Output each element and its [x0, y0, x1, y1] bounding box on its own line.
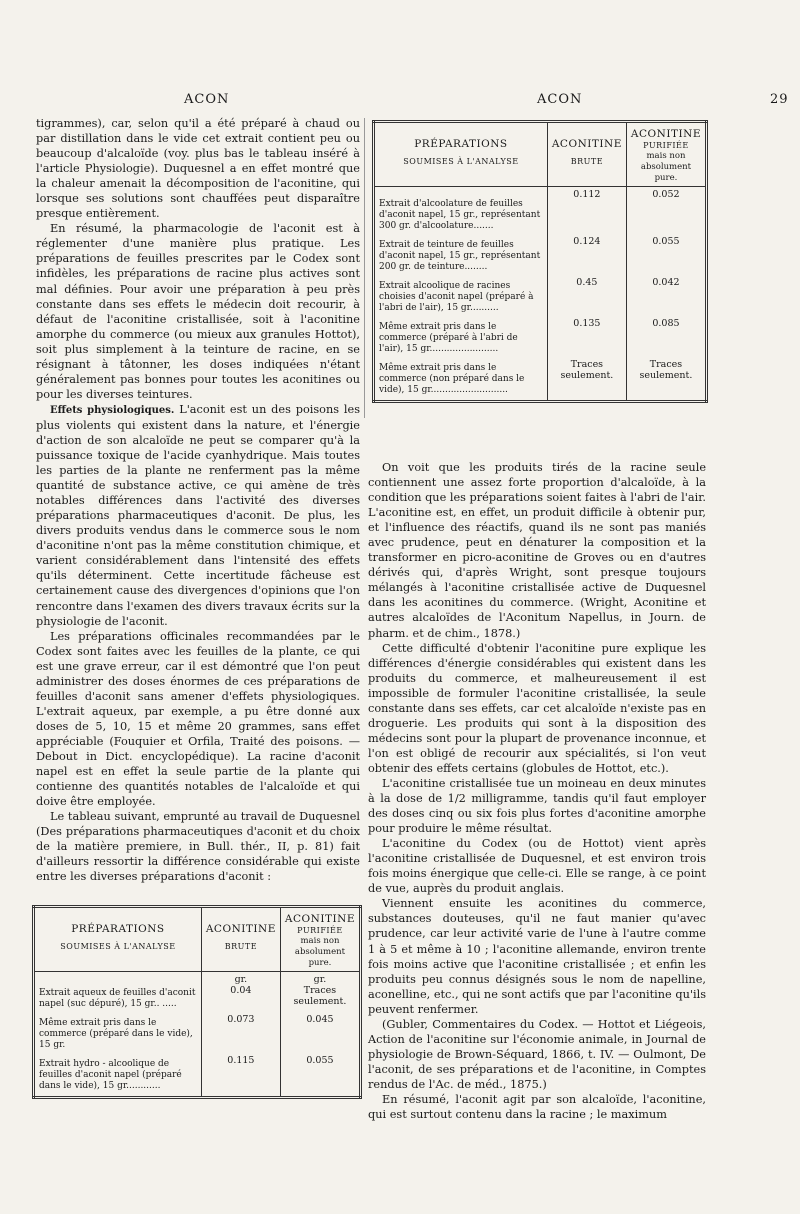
- cell-value: 0.04: [230, 985, 252, 996]
- paragraph: On voit que les produits tirés de la racine seule contiennent une assez forte proportion d'alcaloïde, à la condition que les préparations soient faites à l'abri de l'air. L'aconitine est, en effet, un produit difficile à obtenir pur, et l'influence des réactifs, quand ils ne sont pas maniés avec prudence, peut en dénaturer la composition et la transformer en picro-aconitine de Groves ou en d'autres dérivés qui, d'après Wright, sont presque toujours mélangés à l'aconitine cristallisée active de Duquesnel dans les aconitines du commerce. (Wright, Aconitine et autres alcaloïdes de l'Aconitum Napellus, in Journ. de pharm. et de chim., 1878.): [368, 461, 706, 640]
- cell-brute: 0.45: [547, 275, 626, 316]
- table-header: [626, 122, 706, 187]
- cell-purifiee: 0.085: [626, 316, 706, 357]
- row-label: Même extrait pris dans le commerce (préparé dans le vide), 15 gr.: [39, 1018, 193, 1050]
- row-label: Même extrait pris dans le commerce (préparé à l'abri de l'air), 15 gr........................: [379, 322, 518, 354]
- cell-brute: 0.135: [547, 316, 626, 357]
- table-header: [374, 122, 548, 187]
- row-label: [34, 972, 202, 1013]
- header-main: ACONITINE: [630, 128, 701, 140]
- paragraph: L'aconitine du Codex (ou de Hottot) vient après l'aconitine cristallisée de Duquesnel, et est environ trois fois moins énergique que celle-ci. Elle se range, à ce point de vue, auprès du produit anglais.: [368, 837, 706, 896]
- header-main: ACONITINE: [205, 923, 276, 935]
- row-label: Extrait alcoolique de racines choisies d'aconit napel (préparé à l'abri de l'air), 15 gr..........: [379, 281, 534, 313]
- running-header-left: ACON: [184, 92, 230, 107]
- paragraph-text: L'aconit est un des poisons les plus violents qui existent dans la nature, et l'énergie d'action de son alcaloïde ne peut se comparer qu'à la puissance toxique de l'acide cyanhydrique. Mais toutes les parties de la plante ne renferment pas la même quantité de substance active, ce qui amène de très notables différences dans l'activité des diverses préparations pharmaceutiques d'aconit. De plus, les divers produits vendus dans le commerce sous le nom d'aconitine n'ont pas la même constitution chimique, et varient considérablement dans l'intensité des effets qu'ils déterminent. Cette incertitude fâcheuse est certainement cause des divergences d'opinions que l'on rencontre dans l'examen des divers travaux écrits sur la physiologie de l'aconit.: [36, 402, 360, 628]
- header-note: mais non absolument pure.: [640, 151, 692, 183]
- header-sub: BRUTE: [570, 157, 604, 166]
- unit-label: gr.: [234, 974, 248, 985]
- section-lead: Effets physiologiques.: [50, 404, 175, 416]
- column-divider: [364, 118, 365, 418]
- row-label: Extrait de teinture de feuilles d'aconit napel, 15 gr., représentant 200 gr. de teinture........: [379, 240, 541, 272]
- cell-purifiee: 0.052: [626, 187, 706, 235]
- paragraph: Viennent ensuite les aconitines du commerce, substances douteuses, qu'il ne faut manier qu'avec prudence, car leur activité varie de l'une à l'autre comme 1 à 5 et même à 10 ; l'aconitine allemande, environ trente fois moins active que l'aconitine cristallisée ; et enfin les produits peu connus désignés sous le nom de napelline, aconelline, etc., qui ne sont actifs que par l'aconitine qu'ils peuvent renfermer.: [368, 897, 706, 1016]
- right-column: [368, 460, 706, 1122]
- table-row: [34, 1053, 361, 1098]
- table-row: [34, 972, 361, 1013]
- paragraph: Les préparations officinales recommandées par le Codex sont faites avec les feuilles de la plante, ce qui est une grave erreur, car il est démontré que l'on peut administrer des doses énormes de ces préparations de feuilles d'aconit sans amener d'effets physiologiques. L'extrait aqueux, par exemple, a pu être donné aux doses de 5, 10, 15 et même 20 grammes, sans effet appréciable (Fouquier et Orfila, Traité des poisons. — Debout in Dict. encyclopédique). La racine d'aconit napel est en effet la seule partie de la plante qui contienne des quantités notables de l'alcaloïde et qui doive être employée.: [36, 629, 360, 809]
- table-top: [372, 120, 708, 403]
- header-main: ACONITINE: [284, 913, 355, 925]
- cell-purifiee: 0.042: [626, 275, 706, 316]
- cell-purifiee: 0.055: [626, 234, 706, 275]
- cell-brute: 0.073: [201, 1012, 280, 1053]
- table-row: [374, 316, 707, 357]
- cell-purifiee: 0.045: [280, 1012, 360, 1053]
- header-main: PRÉPARATIONS: [71, 923, 165, 935]
- cell-purifiee: [280, 972, 360, 1013]
- header-main: ACONITINE: [551, 138, 622, 150]
- header-sub: SOUMISES À L'ANALYSE: [403, 157, 519, 166]
- header-sub: PURIFIÉE: [297, 926, 343, 935]
- page-number: 29: [770, 92, 789, 107]
- cell-brute: [201, 972, 280, 1013]
- table-header: [547, 122, 626, 187]
- table-header: [34, 907, 202, 972]
- header-note: mais non absolument pure.: [294, 936, 346, 968]
- paragraph: En résumé, l'aconit agit par son alcaloïde, l'aconitine, qui est surtout contenu dans la racine ; le maximum: [368, 1092, 706, 1122]
- table-row: [374, 275, 707, 316]
- table-row: [374, 234, 707, 275]
- running-header-right: ACON: [537, 92, 583, 107]
- cell-value: Traces seulement.: [293, 985, 347, 1007]
- table-row: [34, 1012, 361, 1053]
- header-main: PRÉPARATIONS: [414, 138, 508, 150]
- table-row: [374, 187, 707, 235]
- paragraph-references: (Gubler, Commentaires du Codex. — Hottot et Liégeois, Action de l'aconitine sur l'économie animale, in Journal de physiologie de Brown-Séquard, 1866, t. IV. — Oulmont, De l'aconit, de ses préparations et de l'aconitine, in Comptes rendus de l'Ac. de méd., 1875.): [368, 1017, 706, 1091]
- left-column: [36, 116, 360, 884]
- cell-brute: 0.115: [201, 1053, 280, 1098]
- table-bottom: [32, 905, 362, 1099]
- unit-label: gr.: [313, 974, 327, 985]
- paragraph-physiology: [36, 402, 360, 629]
- row-label: Extrait hydro - alcoolique de feuilles d'aconit napel (préparé dans le vide), 15 gr............: [39, 1059, 182, 1091]
- paragraph: En résumé, la pharmacologie de l'aconit est à réglementer d'une manière plus pratique. Les préparations de feuilles prescrites par le Codex sont infidèles, les préparations de racine plus actives sont mal définies. Pour avoir une préparation à peu près constante dans ses effets le médecin doit recourir, à défaut de l'aconitine cristallisée, soit à l'aconitine amorphe du commerce (ou mieux aux granules Hottot), soit plus simplement à la teinture de racine, en se résignant à tâtonner, les doses indiquées n'étant généralement pas bonnes pour toutes les aconitines ou pour les diverses teintures.: [36, 222, 360, 401]
- table-header-row: [374, 122, 707, 187]
- paragraph: Le tableau suivant, emprunté au travail de Duquesnel (Des préparations pharmaceutiques d'aconit et du choix de la matière premiere, in Bull. thér., II, p. 81) fait d'ailleurs ressortir la différence considérable qui existe entre les diverses préparations d'aconit :: [36, 810, 360, 884]
- paragraph: L'aconitine cristallisée tue un moineau en deux minutes à la dose de 1/2 milligramme, tandis qu'il faut employer des doses cinq ou six fois plus fortes d'aconitine amorphe pour produire le même résultat.: [368, 776, 706, 836]
- cell-brute: Traces seulement.: [547, 357, 626, 402]
- table-header: [201, 907, 280, 972]
- cell-brute: 0.112: [547, 187, 626, 235]
- table-row: [374, 357, 707, 402]
- cell-brute: 0.124: [547, 234, 626, 275]
- header-sub: BRUTE: [224, 942, 258, 951]
- table-header: [280, 907, 360, 972]
- row-label-text: Extrait aqueux de feuilles d'aconit napel (suc dépuré), 15 gr.. .....: [39, 988, 196, 1009]
- paragraph: tigrammes), car, selon qu'il a été préparé à chaud ou par distillation dans le vide cet extrait contient peu ou beaucoup d'alcaloïde (voy. plus bas le tableau inséré à l'article Physiologie). Duquesnel a en effet montré que la chaleur amenait la décomposition de l'aconitine, qui lorsque ses solutions sont chauffées peut disparaître presque entièrement.: [36, 117, 360, 221]
- header-sub: PURIFIÉE: [643, 141, 689, 150]
- cell-purifiee: 0.055: [280, 1053, 360, 1098]
- row-label: Extrait d'alcoolature de feuilles d'aconit napel, 15 gr., représentant 300 gr. d'alcoolature.......: [379, 199, 541, 231]
- row-label: Même extrait pris dans le commerce (non préparé dans le vide), 15 gr...........................: [379, 363, 525, 395]
- cell-purifiee: Traces seulement.: [626, 357, 706, 402]
- paragraph: Cette difficulté d'obtenir l'aconitine pure explique les différences d'énergie considérables qui existent dans les produits du commerce, et malheureusement il est impossible de formuler l'aconitine cristallisée, la seule constante dans ses effets, car cet alcaloïde n'existe pas en droguerie. Les produits qui sont à la disposition des médecins sont pour la plupart de provenance inconnue, et l'on est obligé de recourir aux spécialités, si l'on veut obtenir des effets certains (globules de Hottot, etc.).: [368, 641, 706, 775]
- header-sub: SOUMISES À L'ANALYSE: [60, 942, 176, 951]
- table-header-row: [34, 907, 361, 972]
